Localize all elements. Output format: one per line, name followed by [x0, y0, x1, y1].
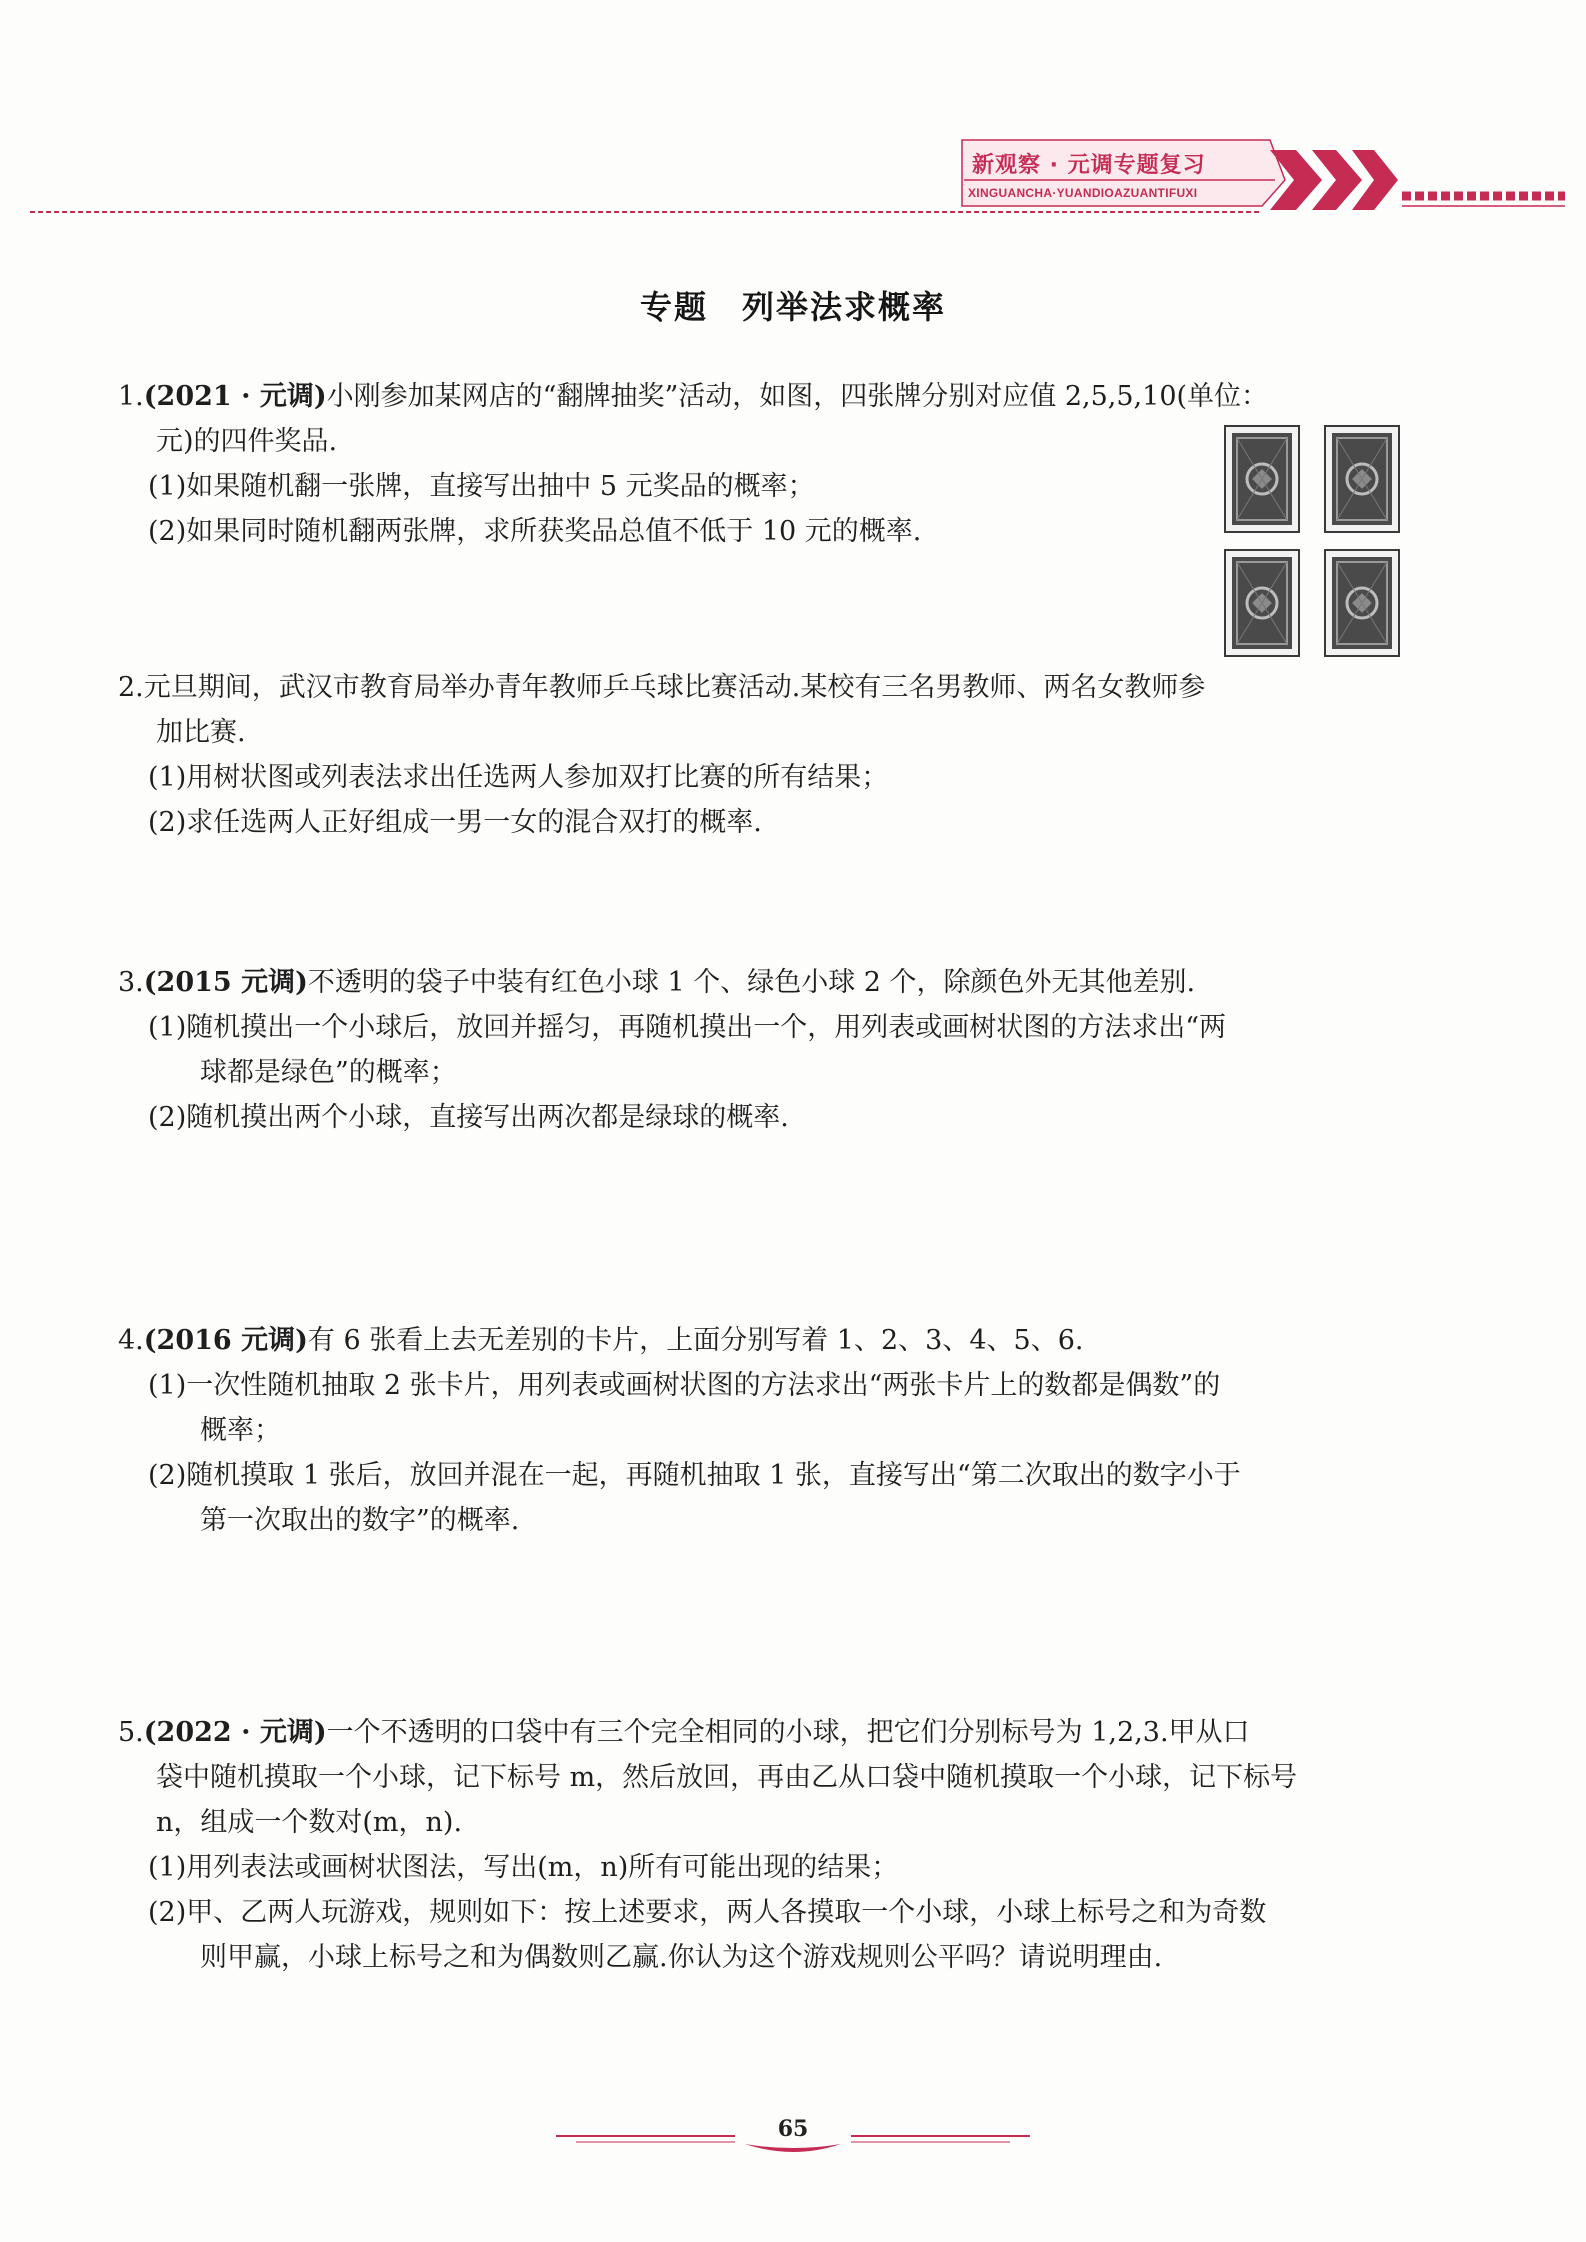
sub-question-continued: 第一次取出的数字”的概率. [200, 1505, 520, 1536]
sub-question: (2)随机摸取 1 张后，放回并混在一起，再随机抽取 1 张，直接写出“第二次取出的数字小于 [148, 1460, 1241, 1491]
problem-stem-line: n，组成一个数对(m，n). [156, 1807, 463, 1838]
sub-question-continued: 则甲赢，小球上标号之和为偶数则乙赢.你认为这个游戏规则公平吗？请说明理由. [200, 1942, 1163, 1973]
problem-source: (2021 · 元调) [143, 381, 327, 412]
cards-figure [1224, 425, 1404, 661]
problem-source: (2022 · 元调) [143, 1717, 327, 1748]
sub-question-continued: 球都是绿色”的概率； [200, 1057, 457, 1088]
sub-question: (2)如果同时随机翻两张牌，求所获奖品总值不低于 10 元的概率. [148, 516, 922, 547]
problem-stem-line: 袋中随机摸取一个小球，记下标号 m，然后放回，再由乙从口袋中随机摸取一个小球，记下标号 [156, 1762, 1298, 1793]
sub-question: (1)随机摸出一个小球后，放回并摇匀，再随机摸出一个，用列表或画树状图的方法求出“两 [148, 1012, 1227, 1043]
sub-question: (1)一次性随机抽取 2 张卡片，用列表或画树状图的方法求出“两张卡片上的数都是偶数”的 [148, 1370, 1221, 1401]
problem-source: (2016 元调) [143, 1325, 308, 1356]
problem-stem-line: 4.(2016 元调)有 6 张看上去无差别的卡片，上面分别写着 1、2、3、4、5、6. [118, 1325, 1084, 1356]
sub-question: (1)用树状图或列表法求出任选两人参加双打比赛的所有结果； [148, 762, 889, 793]
page-number: 65 [777, 2116, 809, 2142]
problem-stem-line: 2.元旦期间，武汉市教育局举办青年教师乒乓球比赛活动.某校有三名男教师、两名女教师参 [118, 672, 1206, 703]
card-back [1224, 425, 1300, 533]
sub-question: (2)随机摸出两个小球，直接写出两次都是绿球的概率. [148, 1102, 789, 1133]
card-back [1224, 549, 1300, 657]
sub-question: (2)甲、乙两人玩游戏，规则如下：按上述要求，两人各摸取一个小球，小球上标号之和为奇数 [148, 1897, 1267, 1928]
problem-3 [118, 960, 1428, 1140]
title-topic-name: 列举法求概率 [742, 288, 947, 326]
sub-question: (1)如果随机翻一张牌，直接写出抽中 5 元奖品的概率； [148, 471, 815, 502]
problem-2 [118, 665, 1428, 845]
header-decoration [0, 0, 1586, 230]
problem-stem-line: 3.(2015 元调)不透明的袋子中装有红色小球 1 个、绿色小球 2 个，除颜色外无其他差别. [118, 967, 1196, 998]
sub-question: (2)求任选两人正好组成一男一女的混合双打的概率. [148, 807, 762, 838]
title-topic-label: 专题 [639, 288, 708, 326]
problem-stem-line: 1.(2021 · 元调)小刚参加某网店的“翻牌抽奖”活动，如图，四张牌分别对应值 2,5,5,10(单位： [118, 381, 1269, 412]
series-title: 新观察 · 元调专题复习 [972, 153, 1206, 178]
problem-stem-line: 5.(2022 · 元调)一个不透明的口袋中有三个完全相同的小球，把它们分别标号为 1,2,3.甲从口 [118, 1717, 1250, 1748]
sub-question: (1)用列表法或画树状图法，写出(m，n)所有可能出现的结果； [148, 1852, 899, 1883]
problem-5 [118, 1710, 1428, 1980]
problem-stem-line: 加比赛. [156, 717, 246, 748]
page-header [0, 0, 1586, 230]
series-title-pinyin: XINGUANCHA·YUANDIOAZUANTIFUXI [968, 186, 1198, 200]
problem-source: (2015 元调) [143, 967, 308, 998]
page-title [0, 282, 1586, 328]
card-back [1324, 425, 1400, 533]
problem-stem-line: 元)的四件奖品. [156, 426, 338, 457]
card-back [1324, 549, 1400, 657]
sub-question-continued: 概率； [200, 1415, 281, 1446]
problem-4 [118, 1318, 1428, 1543]
